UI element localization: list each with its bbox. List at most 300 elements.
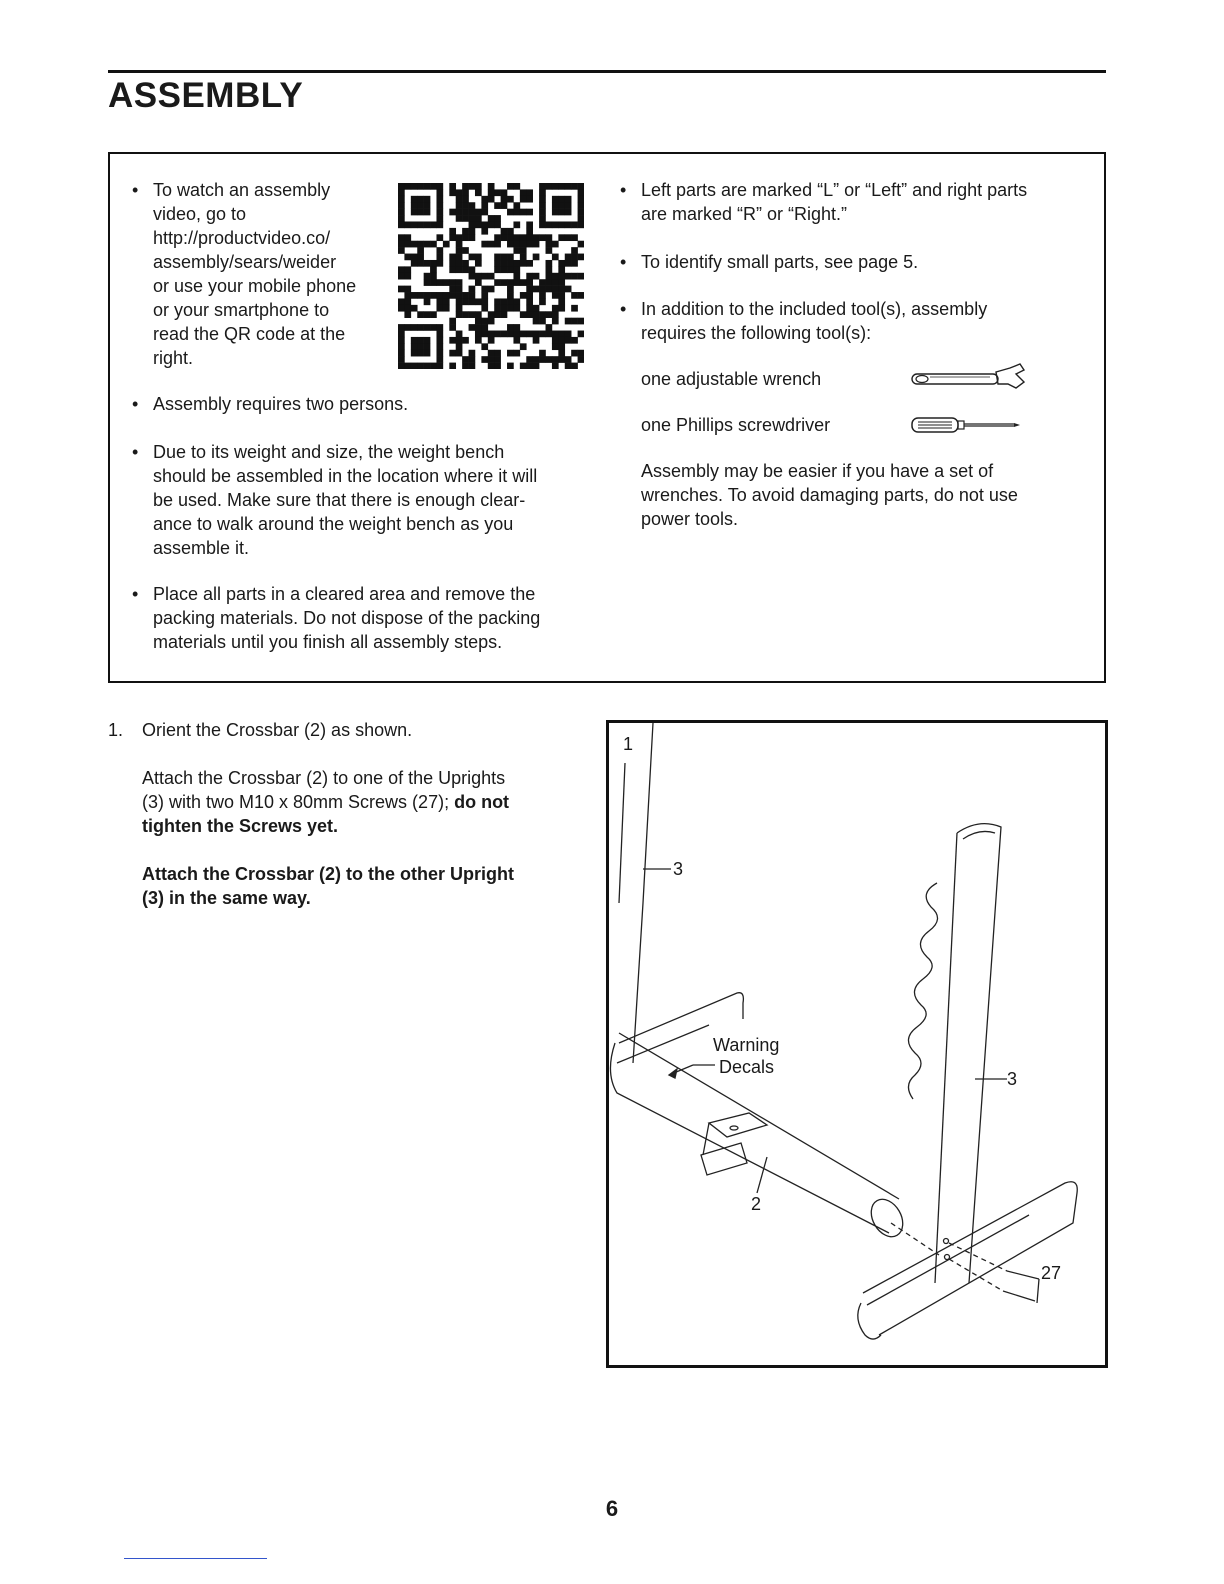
qr-module <box>571 363 578 369</box>
qr-module <box>449 183 456 190</box>
qr-module <box>469 292 476 299</box>
qr-module <box>475 215 482 222</box>
qr-module <box>488 221 495 228</box>
qr-module <box>520 209 527 216</box>
qr-code-image[interactable] <box>398 183 584 369</box>
qr-module <box>520 343 527 350</box>
qr-module <box>558 343 565 350</box>
qr-module <box>436 254 443 261</box>
qr-module <box>449 234 456 241</box>
qr-module <box>449 228 456 235</box>
qr-module <box>424 202 431 209</box>
qr-module <box>462 298 469 305</box>
qr-module <box>507 234 514 241</box>
qr-module <box>539 234 546 241</box>
qr-module <box>469 356 476 363</box>
qr-module <box>424 311 431 318</box>
qr-module <box>571 254 578 261</box>
qr-module <box>488 273 495 280</box>
qr-module <box>533 356 540 363</box>
video-url[interactable]: assembly/sears/weider <box>153 252 337 272</box>
qr-module <box>398 337 405 344</box>
qr-module <box>456 298 463 305</box>
qr-module <box>481 286 488 293</box>
qr-module <box>546 331 553 338</box>
qr-module <box>411 363 418 369</box>
qr-module <box>488 241 495 248</box>
bullet-text: Assembly requires two persons. <box>153 394 409 414</box>
qr-module <box>436 298 443 305</box>
qr-module <box>449 254 456 261</box>
qr-module <box>526 209 533 216</box>
qr-module <box>501 189 508 196</box>
video-line: or your smartphone to <box>153 300 330 320</box>
qr-module <box>520 363 527 369</box>
qr-module <box>552 337 559 344</box>
qr-module <box>424 292 431 299</box>
step-warning-text: do not <box>454 792 510 812</box>
qr-module <box>469 266 476 273</box>
qr-module <box>436 215 443 222</box>
qr-module <box>417 254 424 261</box>
qr-module <box>475 254 482 261</box>
qr-module <box>565 221 572 228</box>
bullet-dot: • <box>132 442 139 462</box>
qr-module <box>565 202 572 209</box>
qr-module <box>436 234 443 241</box>
qr-module <box>398 221 405 228</box>
qr-module <box>398 247 405 254</box>
qr-module <box>411 196 418 203</box>
qr-module <box>546 273 553 280</box>
qr-module <box>404 234 411 241</box>
qr-module <box>494 202 501 209</box>
qr-module <box>449 209 456 216</box>
qr-module <box>571 318 578 325</box>
qr-module <box>462 196 469 203</box>
qr-module <box>520 311 527 318</box>
qr-module <box>436 196 443 203</box>
qr-module <box>565 286 572 293</box>
qr-module <box>424 241 431 248</box>
qr-module <box>552 331 559 338</box>
qr-module <box>481 324 488 331</box>
qr-module <box>449 260 456 267</box>
qr-module <box>526 298 533 305</box>
qr-module <box>558 292 565 299</box>
qr-module <box>488 337 495 344</box>
qr-module <box>507 241 514 248</box>
qr-module <box>481 298 488 305</box>
qr-module <box>462 266 469 273</box>
qr-module <box>404 298 411 305</box>
qr-module <box>398 189 405 196</box>
qr-module <box>430 292 437 299</box>
qr-module <box>404 286 411 293</box>
qr-module <box>507 209 514 216</box>
qr-module <box>552 241 559 248</box>
qr-module <box>578 221 584 228</box>
qr-module <box>481 221 488 228</box>
qr-module <box>475 311 482 318</box>
qr-module <box>539 196 546 203</box>
qr-module <box>456 311 463 318</box>
qr-module <box>558 337 565 344</box>
qr-module <box>494 266 501 273</box>
note-line: wrenches. To avoid damaging parts, do not use <box>641 485 1018 505</box>
qr-module <box>488 215 495 222</box>
qr-module <box>456 241 463 248</box>
qr-module <box>526 260 533 267</box>
qr-module <box>546 356 553 363</box>
qr-module <box>507 305 514 312</box>
qr-module <box>501 279 508 286</box>
qr-module <box>449 363 456 369</box>
qr-module <box>449 189 456 196</box>
qr-module <box>488 356 495 363</box>
qr-module <box>436 183 443 190</box>
qr-module <box>558 260 565 267</box>
qr-module <box>469 254 476 261</box>
bullet-dot: • <box>132 394 139 414</box>
qr-module <box>513 298 520 305</box>
qr-module <box>539 215 546 222</box>
bullet-location <box>132 440 593 560</box>
qr-module <box>417 350 424 357</box>
qr-module <box>507 260 514 267</box>
qr-module <box>430 266 437 273</box>
qr-module <box>533 254 540 261</box>
qr-module <box>565 209 572 216</box>
qr-module <box>398 241 405 248</box>
qr-module <box>539 183 546 190</box>
qr-module <box>526 273 533 280</box>
qr-module <box>513 247 520 254</box>
qr-module <box>462 363 469 369</box>
qr-module <box>481 292 488 299</box>
qr-module <box>501 202 508 209</box>
qr-module <box>513 350 520 357</box>
qr-module <box>475 189 482 196</box>
qr-module <box>469 202 476 209</box>
page-number: 6 <box>605 1496 619 1521</box>
phillips-screwdriver-icon <box>910 412 1030 438</box>
bullet-dot: • <box>132 584 139 604</box>
qr-module <box>546 279 553 286</box>
qr-module <box>398 343 405 350</box>
qr-module <box>494 350 501 357</box>
qr-module <box>469 183 476 190</box>
qr-module <box>398 298 405 305</box>
qr-module <box>494 241 501 248</box>
step-text: (3) with two M10 x 80mm Screws (27); <box>142 792 455 812</box>
qr-module <box>552 305 559 312</box>
qr-module <box>526 189 533 196</box>
qr-module <box>456 337 463 344</box>
qr-module <box>526 196 533 203</box>
bullet-left-right <box>620 178 1091 226</box>
qr-module <box>507 324 514 331</box>
qr-module <box>475 298 482 305</box>
wrench-note <box>641 459 1091 531</box>
qr-module <box>578 196 584 203</box>
qr-module <box>507 298 514 305</box>
video-line: or use your mobile phone <box>153 276 357 296</box>
qr-module <box>456 350 463 357</box>
qr-module <box>571 337 578 344</box>
label-crossbar: 2 <box>751 1194 762 1214</box>
video-line: right. <box>153 348 194 368</box>
qr-module <box>456 234 463 241</box>
qr-module <box>494 363 501 369</box>
qr-module <box>507 279 514 286</box>
qr-module <box>398 273 405 280</box>
qr-module <box>469 234 476 241</box>
qr-module <box>436 189 443 196</box>
qr-module <box>436 331 443 338</box>
bullet-line: assemble it. <box>153 538 250 558</box>
qr-module <box>520 241 527 248</box>
qr-module <box>494 298 501 305</box>
qr-module <box>398 215 405 222</box>
qr-module <box>481 202 488 209</box>
qr-module <box>469 286 476 293</box>
qr-module <box>398 305 405 312</box>
qr-module <box>424 260 431 267</box>
qr-module <box>501 305 508 312</box>
video-url[interactable]: http://productvideo.co/ <box>153 228 331 248</box>
qr-module <box>539 350 546 357</box>
qr-module <box>520 260 527 267</box>
qr-module <box>456 279 463 286</box>
qr-module <box>481 228 488 235</box>
qr-module <box>501 266 508 273</box>
assembly-figure <box>606 720 1108 1368</box>
bullet-line: should be assembled in the location where it will <box>153 466 538 486</box>
qr-module <box>430 221 437 228</box>
qr-module <box>494 305 501 312</box>
qr-module <box>481 241 488 248</box>
qr-module <box>552 343 559 350</box>
qr-module <box>475 260 482 267</box>
qr-module <box>417 183 424 190</box>
qr-module <box>430 183 437 190</box>
qr-module <box>456 215 463 222</box>
qr-module <box>475 324 482 331</box>
qr-module <box>546 311 553 318</box>
qr-module <box>539 298 546 305</box>
qr-module <box>513 241 520 248</box>
qr-module <box>558 298 565 305</box>
bullet-line: are marked “R” or “Right.” <box>641 204 848 224</box>
qr-module <box>578 356 584 363</box>
qr-module <box>404 305 411 312</box>
qr-module <box>417 247 424 254</box>
qr-module <box>488 350 495 357</box>
qr-module <box>475 183 482 190</box>
qr-module <box>546 286 553 293</box>
qr-module <box>546 260 553 267</box>
qr-module <box>513 279 520 286</box>
tool-wrench-label: one adjustable wrench <box>641 369 822 389</box>
qr-module <box>533 286 540 293</box>
step-number: 1. <box>108 720 124 740</box>
qr-module <box>430 324 437 331</box>
qr-module <box>469 298 476 305</box>
qr-module <box>411 254 418 261</box>
qr-module <box>436 305 443 312</box>
footer-link-underline <box>124 1558 267 1559</box>
qr-module <box>558 286 565 293</box>
screw-shafts <box>1003 1271 1039 1301</box>
qr-module <box>469 350 476 357</box>
qr-module <box>552 196 559 203</box>
qr-module <box>430 260 437 267</box>
qr-module <box>513 234 520 241</box>
qr-module <box>449 292 456 299</box>
qr-module <box>494 279 501 286</box>
qr-module <box>578 331 584 338</box>
qr-module <box>501 311 508 318</box>
title-rule <box>108 70 1106 73</box>
qr-module <box>539 292 546 299</box>
page-title: ASSEMBLY <box>108 76 304 115</box>
step-instruction-2 <box>142 766 582 838</box>
qr-module <box>526 292 533 299</box>
qr-module <box>398 196 405 203</box>
qr-module <box>462 234 469 241</box>
step-instruction-1: Orient the Crossbar (2) as shown. <box>142 720 413 740</box>
qr-module <box>424 196 431 203</box>
qr-module <box>411 324 418 331</box>
qr-module <box>417 363 424 369</box>
qr-module <box>546 241 553 248</box>
qr-module <box>571 260 578 267</box>
qr-module <box>558 305 565 312</box>
qr-module <box>539 286 546 293</box>
qr-module <box>578 183 584 190</box>
qr-module <box>513 324 520 331</box>
qr-module <box>533 311 540 318</box>
qr-module <box>424 350 431 357</box>
leader-line <box>1037 1279 1039 1303</box>
qr-module <box>417 260 424 267</box>
qr-module <box>552 363 559 369</box>
qr-module <box>398 286 405 293</box>
qr-module <box>404 292 411 299</box>
qr-module <box>558 234 565 241</box>
qr-module <box>520 196 527 203</box>
qr-module <box>513 260 520 267</box>
upright-left-edge <box>633 723 653 1063</box>
qr-module <box>552 292 559 299</box>
bullet-video <box>132 178 393 370</box>
qr-module <box>507 292 514 299</box>
qr-module <box>578 292 584 299</box>
qr-module <box>443 279 450 286</box>
qr-module <box>398 266 405 273</box>
qr-module <box>443 305 450 312</box>
bullet-text: To identify small parts, see page 5. <box>641 252 919 272</box>
qr-module <box>494 221 501 228</box>
qr-module <box>507 183 514 190</box>
qr-module <box>520 234 527 241</box>
qr-module <box>513 273 520 280</box>
qr-module <box>546 234 553 241</box>
qr-module <box>578 350 584 357</box>
upright-left-edge <box>619 763 625 903</box>
qr-module <box>436 337 443 344</box>
qr-module <box>424 183 431 190</box>
qr-module <box>526 221 533 228</box>
qr-module <box>494 254 501 261</box>
qr-module <box>462 292 469 299</box>
qr-module <box>533 241 540 248</box>
qr-module <box>424 209 431 216</box>
qr-module <box>456 266 463 273</box>
bullet-line: ance to walk around the weight bench as you <box>153 514 514 534</box>
qr-module <box>494 234 501 241</box>
qr-module <box>417 337 424 344</box>
qr-module <box>501 298 508 305</box>
tool-screwdriver-label: one Phillips screwdriver <box>641 415 831 435</box>
qr-module <box>526 228 533 235</box>
qr-module <box>404 241 411 248</box>
qr-module <box>424 298 431 305</box>
bullet-line: packing materials. Do not dispose of the packing <box>153 608 541 628</box>
qr-module <box>578 254 584 261</box>
qr-module <box>436 343 443 350</box>
qr-module <box>456 305 463 312</box>
qr-module <box>552 286 559 293</box>
qr-module <box>404 183 411 190</box>
qr-module <box>533 363 540 369</box>
qr-module <box>411 183 418 190</box>
qr-module <box>513 221 520 228</box>
qr-module <box>481 318 488 325</box>
qr-module <box>404 266 411 273</box>
qr-module <box>565 356 572 363</box>
qr-module <box>558 350 565 357</box>
qr-module <box>507 286 514 293</box>
qr-module <box>520 279 527 286</box>
qr-module <box>558 221 565 228</box>
qr-module <box>513 183 520 190</box>
qr-module <box>513 305 520 312</box>
qr-module <box>494 189 501 196</box>
qr-module <box>546 324 553 331</box>
qr-module <box>513 331 520 338</box>
qr-module <box>462 260 469 267</box>
qr-module <box>494 331 501 338</box>
bullet-dot: • <box>620 180 627 200</box>
qr-module <box>571 234 578 241</box>
qr-module <box>494 356 501 363</box>
qr-module <box>469 324 476 331</box>
qr-module <box>462 356 469 363</box>
qr-module <box>533 318 540 325</box>
qr-module <box>501 234 508 241</box>
qr-module <box>456 209 463 216</box>
qr-module <box>526 356 533 363</box>
qr-module <box>571 273 578 280</box>
qr-module <box>571 183 578 190</box>
qr-module <box>552 318 559 325</box>
qr-module <box>456 292 463 299</box>
leader-line <box>757 1157 767 1193</box>
qr-module <box>552 221 559 228</box>
qr-module <box>469 273 476 280</box>
